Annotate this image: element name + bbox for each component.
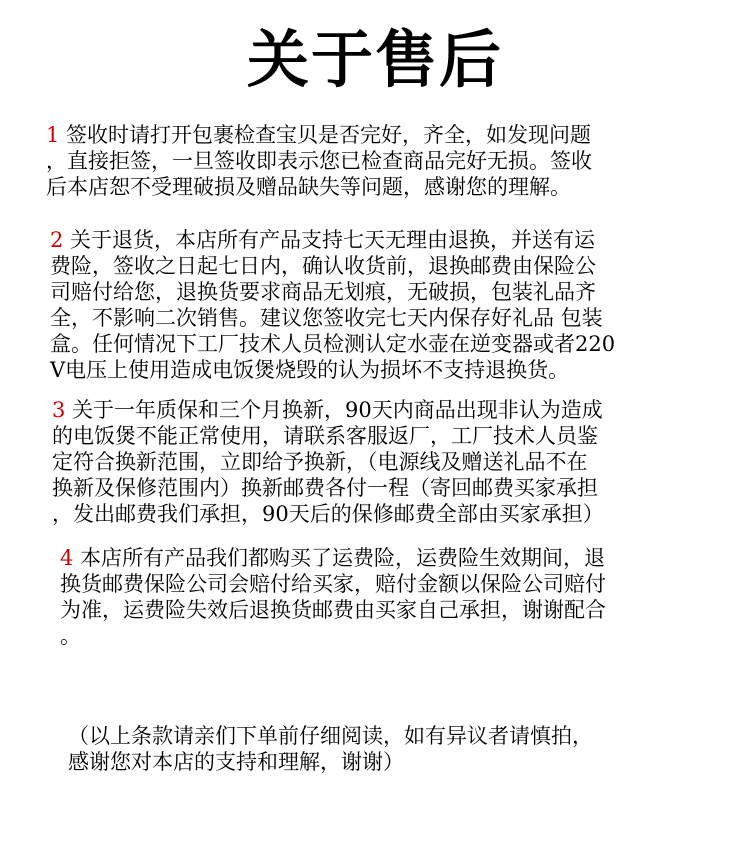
page-title: 关于售后	[246, 23, 503, 96]
paragraph-line: 司赔付给您，退换货要求商品无划痕，无破损，包装礼品齐	[50, 280, 596, 304]
paragraph-line: V电压上使用造成电饭煲烧毁的认为损坏不支持退换货。	[50, 358, 570, 382]
paragraph-line: 换货邮费保险公司会赔付给买家，赔付金额以保险公司赔付	[60, 572, 606, 596]
closing-note-line: （以上条款请亲们下单前仔细阅读，如有异议者请慎拍，	[68, 724, 593, 748]
paragraph-line: 费险，签收之日起七日内，确认收货前，退换邮费由保险公	[50, 254, 596, 278]
closing-note	[68, 723, 708, 775]
paragraph-number: 3	[52, 398, 66, 422]
paragraph-line: 。	[60, 624, 81, 648]
closing-note-line: 感谢您对本店的支持和理解，谢谢）	[68, 750, 404, 774]
paragraph-line: ，直接拒签，一旦签收即表示您已检查商品完好无损。签收	[46, 149, 592, 173]
paragraph-line: 全，不影响二次销售。建议您签收完七天内保存好礼品 包装	[50, 306, 603, 330]
paragraph-number: 1	[46, 123, 60, 147]
policy-paragraph-4	[60, 545, 720, 649]
paragraph-line	[50, 227, 710, 253]
paragraph-line: ，发出邮费我们承担，90天后的保修邮费全部由买家承担）	[52, 502, 604, 526]
paragraph-line	[60, 545, 720, 571]
paragraph-text: 关于退货，本店所有产品支持七天无理由退换，并送有运	[63, 228, 596, 252]
paragraph-number: 2	[50, 228, 64, 252]
paragraph-line: 定符合换新范围，立即给予换新，（电源线及赠送礼品不在	[52, 450, 588, 474]
paragraph-line: 的电饭煲不能正常使用，请联系客服返厂，工厂技术人员鉴	[52, 424, 598, 448]
paragraph-line	[46, 122, 706, 148]
policy-paragraph-3	[52, 397, 712, 527]
paragraph-line	[52, 397, 712, 423]
paragraph-text: 关于一年质保和三个月换新，90天内商品出现非认为造成	[65, 398, 603, 422]
policy-paragraph-2	[50, 227, 710, 383]
paragraph-line: 后本店恕不受理破损及赠品缺失等问题，感谢您的理解。	[46, 175, 571, 199]
paragraph-number: 4	[60, 546, 74, 570]
policy-paragraph-1	[46, 122, 706, 200]
paragraph-text: 本店所有产品我们都购买了运费险，运费险生效期间，退	[73, 546, 606, 570]
paragraph-text: 签收时请打开包裹检查宝贝是否完好，齐全，如发现问题	[59, 123, 592, 147]
paragraph-line: 换新及保修范围内）换新邮费各付一程（寄回邮费买家承担	[52, 476, 598, 500]
paragraph-line: 盒。任何情况下工厂技术人员检测认定水壶在逆变器或者220	[50, 332, 616, 356]
paragraph-line: 为准，运费险失效后退换货邮费由买家自己承担，谢谢配合	[60, 598, 606, 622]
